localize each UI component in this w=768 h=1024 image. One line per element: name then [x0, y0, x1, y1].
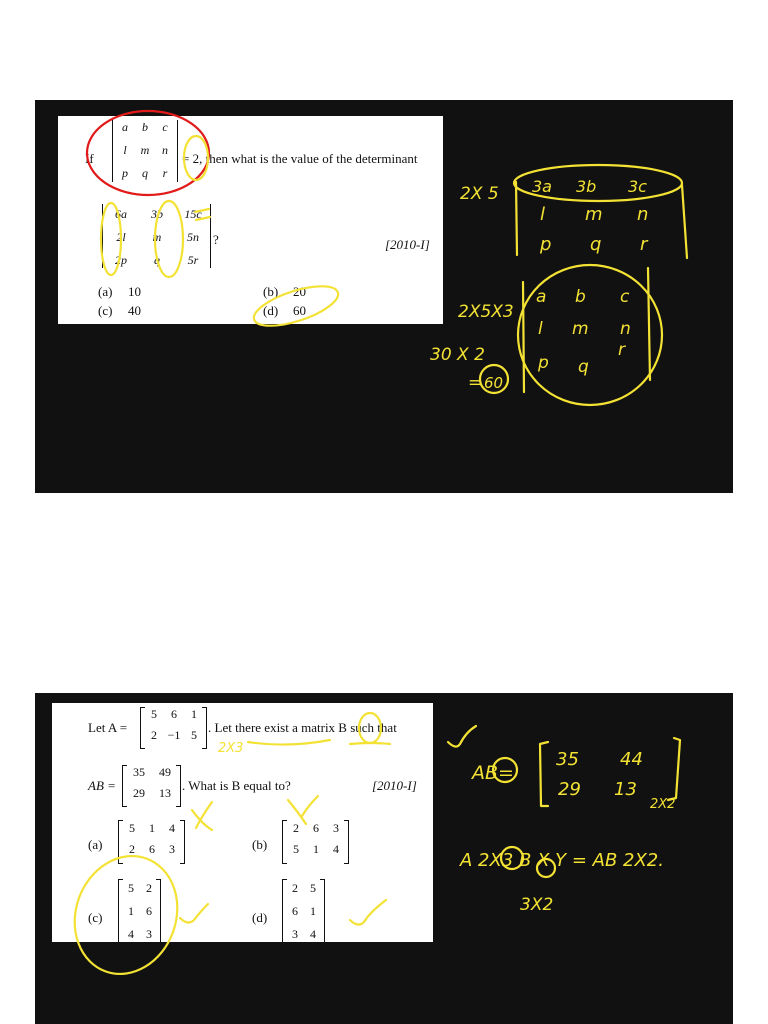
q2-text: . Let there exist a matrix B such that [208, 720, 397, 735]
matrix-ab-right-bracket [176, 765, 181, 807]
det-b-right-bar [210, 204, 211, 268]
option-d-cell: 3 [292, 927, 298, 941]
matrix-ab-cell: 13 [159, 786, 171, 800]
det-a-cell: b [142, 120, 148, 134]
note-answer-prefix: = [468, 373, 483, 393]
option-a-cell: 5 [129, 821, 135, 835]
option-a-cell: 3 [169, 842, 175, 856]
option-b-cell: 1 [313, 842, 319, 856]
q2-option-c-label: (c) [88, 910, 103, 925]
option-c-cell: 1 [128, 904, 134, 918]
option-b-cell: 6 [313, 821, 319, 835]
question-2-card [52, 703, 433, 942]
det-a-cell: n [162, 143, 168, 157]
det-a-cell: a [122, 120, 128, 134]
option-b-label: (b) [263, 284, 279, 299]
option-c-cell: 2 [146, 881, 152, 895]
option-a-cell: 1 [149, 821, 155, 835]
determinant-b [103, 207, 211, 268]
option-c-cell: 6 [146, 904, 152, 918]
note-ab-size: 2X2 [650, 797, 676, 812]
matrix-a-cell: 1 [191, 707, 197, 721]
option-c-cell: 5 [128, 881, 134, 895]
q2-ab-label: AB = [88, 778, 116, 793]
option-c-cell: 4 [128, 927, 134, 941]
option-c-right-bracket [156, 879, 161, 943]
note-r2c3: n [637, 204, 649, 225]
note-r3c2: q [590, 234, 602, 255]
note-answer: 60 [484, 374, 504, 392]
det-a-cell: p [122, 166, 128, 180]
det-a-cell: r [162, 166, 168, 180]
q2-option-d-label: (d) [252, 910, 268, 925]
note-d-r3c3: r [618, 340, 625, 360]
q1-question-mark: ? [213, 232, 219, 247]
option-b-value: 20 [293, 284, 306, 299]
note-row1-factor: 2X 5 [460, 184, 499, 204]
matrix-ab-cell: 35 [133, 765, 145, 779]
determinant-a [115, 120, 175, 181]
option-c-value: 40 [128, 303, 141, 318]
note-r3c1: p [540, 234, 552, 255]
option-d-cell: 4 [310, 927, 316, 941]
q1-source: [2010-I] [385, 237, 430, 252]
matrix-a-right-bracket [202, 707, 207, 749]
det-b-cell: 2l [116, 230, 126, 244]
q2-source: [2010-I] [372, 778, 417, 793]
note-equation: A 2X3 B X Y = AB 2X2. [460, 850, 664, 871]
matrix-a-cell: 6 [171, 707, 177, 721]
note-d-r3c1: p [538, 353, 549, 373]
det-b-cell: 5n [187, 230, 199, 244]
note-d-r1c3: c [620, 287, 630, 307]
note-d-r1c1: a [536, 287, 547, 307]
option-d-right-bracket [320, 879, 325, 943]
note-r1c2: 3b [576, 177, 597, 196]
det-b-cell: q [154, 253, 160, 267]
matrix-a-cell: 2 [151, 728, 157, 742]
note-ab-prefix: AB= [472, 762, 514, 784]
option-c-cell: 3 [146, 927, 152, 941]
det-b-cell: m [152, 230, 162, 244]
option-b-cell: 3 [333, 821, 339, 835]
option-a-cell: 4 [169, 821, 175, 835]
note-d-r2c1: l [538, 319, 543, 339]
matrix-a-cell: −1 [167, 728, 181, 742]
note-r2c1: l [540, 204, 546, 225]
option-d-value: 60 [293, 303, 306, 318]
det-b-cell: 2p [115, 253, 127, 267]
option-d-cell: 6 [292, 904, 298, 918]
matrix-ab [126, 765, 178, 801]
note-r3c3: r [640, 234, 648, 255]
det-a-cell: c [162, 120, 168, 134]
option-b-cell: 2 [293, 821, 299, 835]
det-b-cell: 15c [184, 207, 202, 221]
option-a-cell: 2 [129, 842, 135, 856]
note-d-r1c2: b [575, 287, 586, 307]
option-a-label: (a) [98, 284, 113, 299]
det-b-cell: 3b [151, 207, 163, 221]
det-b-cell: 6a [115, 207, 127, 221]
option-a-value: 10 [128, 284, 141, 299]
det-b-cell: 5r [187, 253, 199, 267]
q2-option-a-label: (a) [88, 837, 103, 852]
det-a-cell: q [142, 166, 148, 180]
matrix-ab-cell: 49 [159, 765, 171, 779]
option-d-label: (d) [263, 303, 279, 318]
q2-option-b-label: (b) [252, 837, 268, 852]
q1-if-label: If [85, 151, 94, 166]
note-ab-r1c1: 35 [556, 749, 579, 770]
option-b-right-bracket [344, 820, 349, 864]
question-1-card [58, 116, 443, 324]
note-factor2: 2X5X3 [458, 302, 514, 322]
note-r2c2: m [585, 204, 603, 225]
note-product: 30 X 2 [430, 345, 485, 365]
option-d-matrix [286, 881, 322, 942]
note-b-size: 3X2 [520, 895, 554, 915]
det-a-left-bar [112, 120, 113, 182]
note-size: 2X3 [218, 741, 244, 756]
matrix-a-cell: 5 [151, 707, 157, 721]
option-a-matrix [122, 821, 182, 857]
note-r1c1: 3a [532, 177, 552, 196]
det-a-cell: m [140, 143, 150, 157]
note-ab-r2c2: 13 [614, 779, 637, 800]
option-c-matrix [122, 881, 158, 942]
q2-let-a: Let A = [88, 720, 128, 735]
option-b-cell: 5 [293, 842, 299, 856]
option-a-right-bracket [180, 820, 185, 864]
det-a-cell: l [123, 143, 127, 157]
option-c-label: (c) [98, 303, 113, 318]
note-d-r3c2: q [578, 357, 589, 377]
note-d-r2c3: n [620, 319, 631, 339]
slide-1 [35, 100, 733, 493]
option-d-cell: 5 [310, 881, 316, 895]
option-b-matrix [286, 821, 346, 857]
option-d-cell: 1 [310, 904, 316, 918]
det-a-right-bar [177, 120, 178, 182]
note-ab-r2c1: 29 [558, 779, 581, 800]
q1-question-text: = 2, then what is the value of the determinant [182, 151, 418, 166]
matrix-a-cell: 5 [191, 728, 197, 742]
matrix-a [144, 707, 204, 743]
option-b-cell: 4 [333, 842, 339, 856]
option-d-cell: 2 [292, 881, 298, 895]
slide-2 [35, 693, 733, 1024]
note-r1c3: 3c [628, 177, 647, 196]
q2-question: . What is B equal to? [182, 778, 291, 793]
note-d-r2c2: m [572, 319, 589, 339]
note-ab-r1c2: 44 [620, 749, 643, 770]
matrix-ab-cell: 29 [133, 786, 145, 800]
option-a-cell: 6 [149, 842, 155, 856]
